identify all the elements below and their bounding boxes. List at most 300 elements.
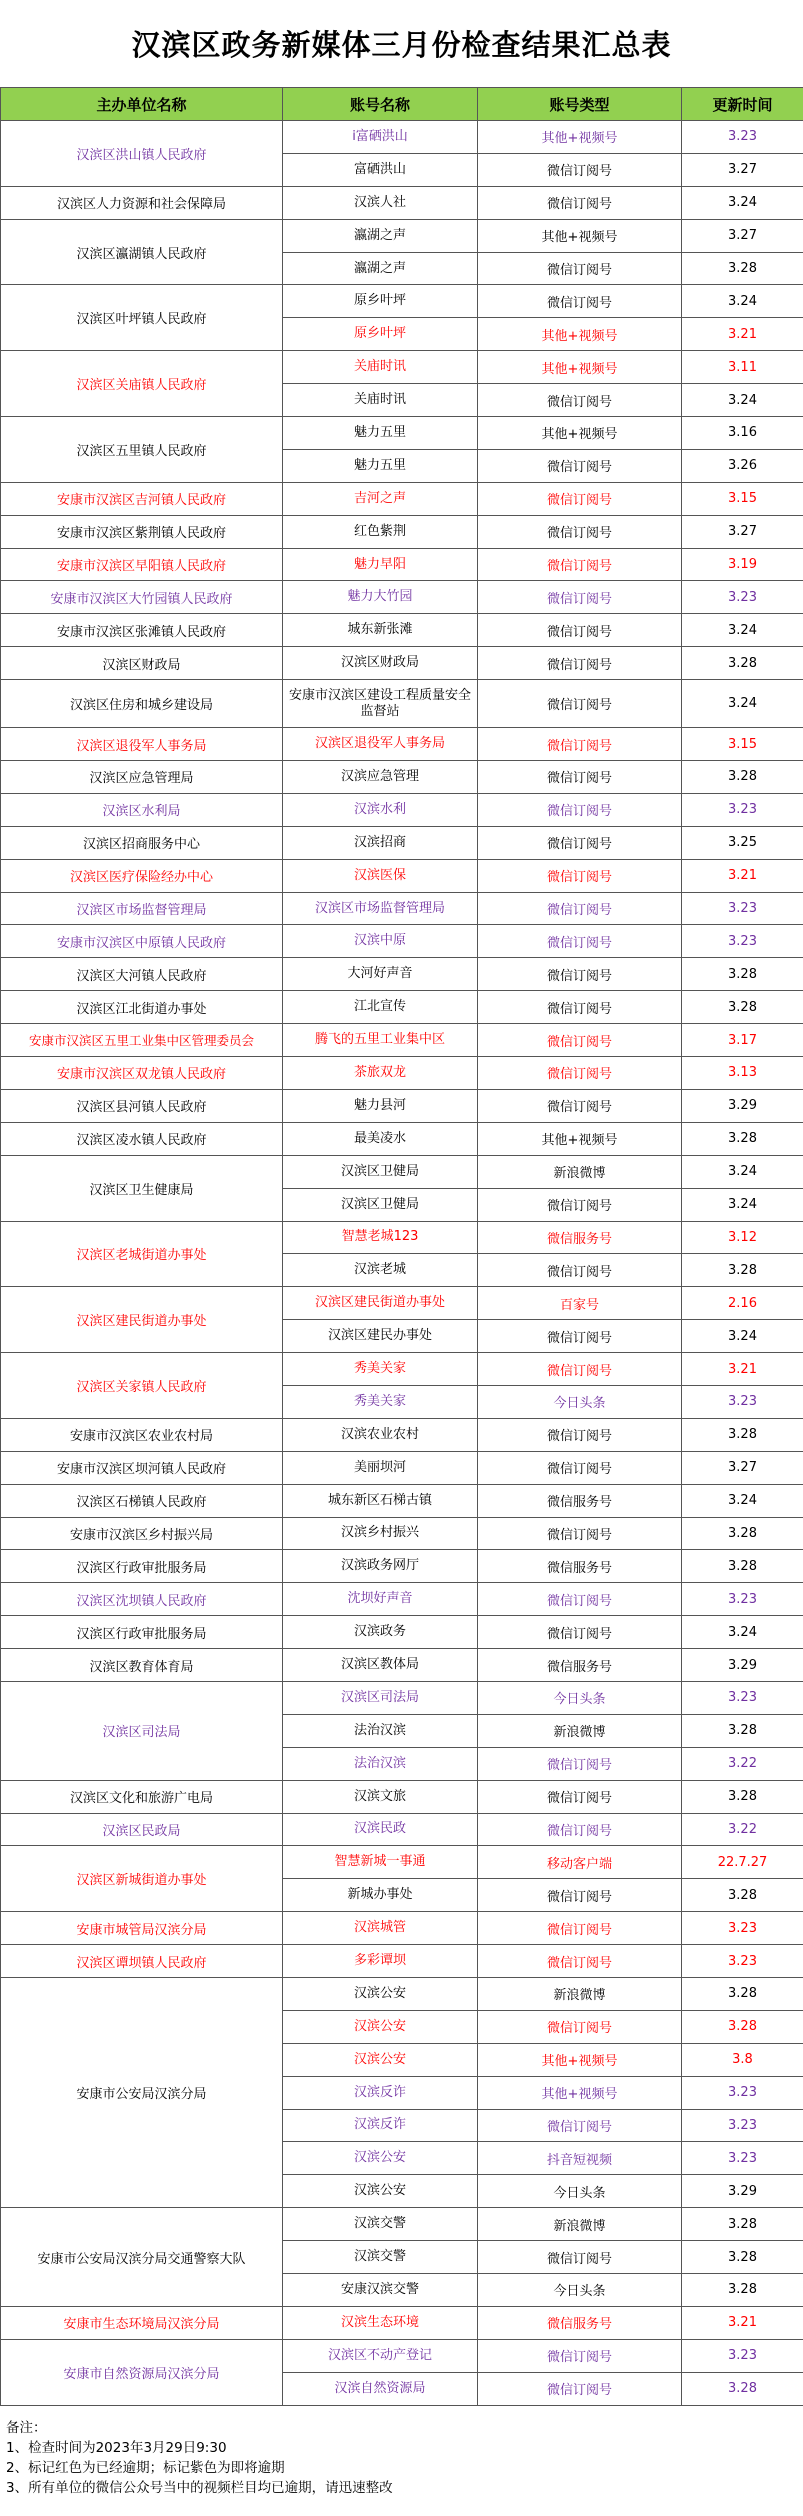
cell-account-name: 魅力五里 [283, 417, 478, 450]
cell-account-type: 微信订阅号 [478, 482, 682, 515]
cell-update-time: 3.17 [682, 1024, 803, 1057]
cell-update-time: 3.28 [682, 1879, 803, 1912]
cell-account-type: 微信订阅号 [478, 2109, 682, 2142]
cell-account-type: 微信订阅号 [478, 1583, 682, 1616]
cell-account-name: 汉滨区司法局 [283, 1681, 478, 1714]
cell-unit: 汉滨区洪山镇人民政府 [1, 121, 283, 187]
cell-update-time: 3.24 [682, 680, 803, 728]
cell-account-name: 汉滨水利 [283, 793, 478, 826]
cell-update-time: 3.28 [682, 2208, 803, 2241]
cell-update-time: 3.28 [682, 2241, 803, 2274]
cell-account-name: 腾飞的五里工业集中区 [283, 1024, 478, 1057]
cell-account-type: 百家号 [478, 1287, 682, 1320]
cell-account-type: 其他+视频号 [478, 219, 682, 252]
cell-account-type: 微信订阅号 [478, 2241, 682, 2274]
cell-unit: 汉滨区行政审批服务局 [1, 1616, 283, 1649]
cell-update-time: 3.23 [682, 1681, 803, 1714]
cell-update-time: 3.21 [682, 859, 803, 892]
cell-account-type: 其他+视频号 [478, 318, 682, 351]
cell-update-time: 3.23 [682, 1583, 803, 1616]
cell-account-name: 秀美关家 [283, 1353, 478, 1386]
table-row [1, 2306, 803, 2339]
cell-account-name: 汉滨中原 [283, 925, 478, 958]
cell-update-time: 3.16 [682, 417, 803, 450]
note-line: 2、标记红色为已经逾期；标记紫色为即将逾期 [6, 2460, 285, 2476]
cell-unit: 汉滨区招商服务中心 [1, 826, 283, 859]
cell-account-name: 汉滨人社 [283, 186, 478, 219]
cell-account-type: 微信订阅号 [478, 1517, 682, 1550]
table-row [1, 515, 803, 548]
cell-account-type: 微信订阅号 [478, 991, 682, 1024]
table-row [1, 680, 803, 728]
cell-account-name: 汉滨公安 [283, 2043, 478, 2076]
cell-unit: 安康市汉滨区中原镇人民政府 [1, 925, 283, 958]
cell-unit: 汉滨区司法局 [1, 1681, 283, 1780]
cell-account-name: 汉滨乡村振兴 [283, 1517, 478, 1550]
table-row [1, 1813, 803, 1846]
cell-unit: 汉滨区市场监督管理局 [1, 892, 283, 925]
cell-account-type: 微信订阅号 [478, 647, 682, 680]
cell-update-time: 3.24 [682, 1616, 803, 1649]
cell-account-name: 吉河之声 [283, 482, 478, 515]
cell-unit: 汉滨区民政局 [1, 1813, 283, 1846]
cell-unit: 安康市自然资源局汉滨分局 [1, 2339, 283, 2405]
table-row [1, 859, 803, 892]
cell-account-type: 微信订阅号 [478, 859, 682, 892]
cell-account-name: i富硒洪山 [283, 121, 478, 154]
cell-update-time: 3.24 [682, 1484, 803, 1517]
cell-account-name: 关庙时讯 [283, 384, 478, 417]
table-row [1, 1517, 803, 1550]
table-row [1, 1681, 803, 1714]
cell-account-name: 汉滨应急管理 [283, 761, 478, 794]
cell-unit: 汉滨区谭坝镇人民政府 [1, 1945, 283, 1978]
table-row [1, 1780, 803, 1813]
cell-account-name: 安康市汉滨区建设工程质量安全监督站 [283, 680, 478, 728]
cell-unit: 汉滨区凌水镇人民政府 [1, 1122, 283, 1155]
cell-account-type: 微信订阅号 [478, 1024, 682, 1057]
cell-update-time: 3.28 [682, 2372, 803, 2405]
cell-update-time: 3.21 [682, 2306, 803, 2339]
cell-update-time: 3.22 [682, 1747, 803, 1780]
cell-account-type: 微信订阅号 [478, 1879, 682, 1912]
cell-update-time: 3.28 [682, 958, 803, 991]
table-row [1, 1155, 803, 1188]
cell-account-type: 微信服务号 [478, 2306, 682, 2339]
cell-account-type: 微信订阅号 [478, 2372, 682, 2405]
cell-account-type: 微信订阅号 [478, 826, 682, 859]
table-body [1, 121, 803, 2406]
cell-account-type: 微信订阅号 [478, 1912, 682, 1945]
table-row [1, 761, 803, 794]
table-row [1, 1945, 803, 1978]
table-row [1, 417, 803, 450]
cell-account-name: 汉滨城管 [283, 1912, 478, 1945]
table-row [1, 1418, 803, 1451]
cell-update-time: 3.28 [682, 1418, 803, 1451]
cell-account-type: 微信订阅号 [478, 680, 682, 728]
cell-update-time: 3.28 [682, 2010, 803, 2043]
table-row [1, 958, 803, 991]
header-account-type: 账号类型 [478, 88, 682, 121]
cell-account-name: 汉滨区建民街道办事处 [283, 1287, 478, 1320]
cell-account-type: 新浪微博 [478, 1714, 682, 1747]
cell-account-name: 江北宣传 [283, 991, 478, 1024]
cell-update-time: 3.23 [682, 1385, 803, 1418]
cell-account-type: 移动客户端 [478, 1846, 682, 1879]
cell-account-type: 微信订阅号 [478, 793, 682, 826]
cell-account-name: 魅力大竹园 [283, 581, 478, 614]
cell-update-time: 3.21 [682, 318, 803, 351]
cell-account-type: 新浪微博 [478, 1977, 682, 2010]
table-row [1, 2208, 803, 2241]
cell-update-time: 3.8 [682, 2043, 803, 2076]
cell-unit: 汉滨区瀛湖镇人民政府 [1, 219, 283, 285]
cell-account-type: 微信订阅号 [478, 2010, 682, 2043]
cell-update-time: 3.27 [682, 153, 803, 186]
cell-unit: 汉滨区石梯镇人民政府 [1, 1484, 283, 1517]
cell-update-time: 3.24 [682, 186, 803, 219]
cell-account-name: 沈坝好声音 [283, 1583, 478, 1616]
cell-update-time: 2.16 [682, 1287, 803, 1320]
table-row [1, 1451, 803, 1484]
cell-update-time: 3.27 [682, 1451, 803, 1484]
cell-account-name: 法治汉滨 [283, 1714, 478, 1747]
table-row [1, 925, 803, 958]
cell-unit: 汉滨区关庙镇人民政府 [1, 351, 283, 417]
cell-account-name: 茶旅双龙 [283, 1057, 478, 1090]
table-row [1, 581, 803, 614]
cell-account-name: 原乡叶坪 [283, 285, 478, 318]
cell-update-time: 3.11 [682, 351, 803, 384]
cell-update-time: 22.7.27 [682, 1846, 803, 1879]
cell-account-name: 瀛湖之声 [283, 219, 478, 252]
header-row [1, 88, 803, 121]
cell-unit: 汉滨区五里镇人民政府 [1, 417, 283, 483]
cell-account-type: 新浪微博 [478, 1155, 682, 1188]
cell-unit: 汉滨区建民街道办事处 [1, 1287, 283, 1353]
cell-update-time: 3.28 [682, 1780, 803, 1813]
cell-update-time: 3.28 [682, 1254, 803, 1287]
cell-update-time: 3.28 [682, 991, 803, 1024]
cell-account-type: 微信订阅号 [478, 384, 682, 417]
cell-account-name: 法治汉滨 [283, 1747, 478, 1780]
cell-update-time: 3.23 [682, 793, 803, 826]
cell-update-time: 3.23 [682, 892, 803, 925]
cell-update-time: 3.23 [682, 1945, 803, 1978]
cell-account-name: 原乡叶坪 [283, 318, 478, 351]
cell-account-name: 汉滨文旅 [283, 1780, 478, 1813]
table-row [1, 1977, 803, 2010]
cell-account-type: 其他+视频号 [478, 417, 682, 450]
cell-update-time: 3.28 [682, 1122, 803, 1155]
cell-unit: 汉滨区卫生健康局 [1, 1155, 283, 1221]
cell-account-type: 微信订阅号 [478, 958, 682, 991]
cell-update-time: 3.28 [682, 1517, 803, 1550]
cell-account-type: 微信订阅号 [478, 1813, 682, 1846]
cell-unit: 汉滨区教育体育局 [1, 1649, 283, 1682]
cell-account-name: 汉滨区财政局 [283, 647, 478, 680]
cell-account-type: 微信订阅号 [478, 2339, 682, 2372]
cell-update-time: 3.24 [682, 285, 803, 318]
cell-unit: 汉滨区应急管理局 [1, 761, 283, 794]
cell-account-type: 其他+视频号 [478, 351, 682, 384]
cell-account-type: 微信订阅号 [478, 548, 682, 581]
cell-update-time: 3.23 [682, 2109, 803, 2142]
table-row [1, 892, 803, 925]
cell-account-type: 微信订阅号 [478, 1780, 682, 1813]
table-row [1, 728, 803, 761]
cell-unit: 汉滨区新城街道办事处 [1, 1846, 283, 1912]
cell-update-time: 3.24 [682, 1155, 803, 1188]
cell-account-type: 微信订阅号 [478, 614, 682, 647]
cell-account-type: 微信订阅号 [478, 449, 682, 482]
cell-unit: 安康市公安局汉滨分局 [1, 1977, 283, 2207]
table-row [1, 991, 803, 1024]
cell-unit: 汉滨区人力资源和社会保障局 [1, 186, 283, 219]
cell-account-name: 汉滨生态环境 [283, 2306, 478, 2339]
cell-account-name: 汉滨区市场监督管理局 [283, 892, 478, 925]
cell-update-time: 3.15 [682, 728, 803, 761]
cell-update-time: 3.12 [682, 1221, 803, 1254]
cell-account-name: 汉滨区卫健局 [283, 1188, 478, 1221]
table-row [1, 1550, 803, 1583]
cell-account-name: 智慧老城123 [283, 1221, 478, 1254]
header-unit: 主办单位名称 [1, 88, 283, 121]
table-row [1, 548, 803, 581]
cell-update-time: 3.27 [682, 515, 803, 548]
cell-unit: 安康市汉滨区紫荆镇人民政府 [1, 515, 283, 548]
note-line: 1、检查时间为2023年3月29日9:30 [6, 2440, 227, 2456]
cell-account-type: 今日头条 [478, 2274, 682, 2307]
table-row [1, 121, 803, 154]
cell-unit: 汉滨区财政局 [1, 647, 283, 680]
cell-unit: 汉滨区老城街道办事处 [1, 1221, 283, 1287]
cell-account-name: 汉滨交警 [283, 2241, 478, 2274]
table-row [1, 1024, 803, 1057]
cell-unit: 汉滨区医疗保险经办中心 [1, 859, 283, 892]
cell-account-type: 微信订阅号 [478, 1418, 682, 1451]
cell-account-name: 魅力五里 [283, 449, 478, 482]
cell-unit: 汉滨区文化和旅游广电局 [1, 1780, 283, 1813]
cell-update-time: 3.19 [682, 548, 803, 581]
cell-unit: 汉滨区关家镇人民政府 [1, 1353, 283, 1419]
cell-update-time: 3.28 [682, 1550, 803, 1583]
cell-update-time: 3.23 [682, 121, 803, 154]
cell-update-time: 3.28 [682, 252, 803, 285]
cell-account-type: 微信订阅号 [478, 153, 682, 186]
cell-unit: 安康市汉滨区吉河镇人民政府 [1, 482, 283, 515]
cell-account-name: 红色紫荆 [283, 515, 478, 548]
cell-account-type: 微信订阅号 [478, 581, 682, 614]
cell-account-name: 汉滨政务 [283, 1616, 478, 1649]
cell-update-time: 3.28 [682, 1977, 803, 2010]
cell-account-type: 微信订阅号 [478, 1945, 682, 1978]
cell-update-time: 3.24 [682, 1188, 803, 1221]
table-row [1, 186, 803, 219]
cell-account-name: 汉滨农业农村 [283, 1418, 478, 1451]
cell-account-type: 今日头条 [478, 2175, 682, 2208]
cell-account-type: 微信订阅号 [478, 1188, 682, 1221]
cell-account-name: 美丽坝河 [283, 1451, 478, 1484]
cell-update-time: 3.23 [682, 581, 803, 614]
table-row [1, 1912, 803, 1945]
table-row [1, 1221, 803, 1254]
cell-account-type: 微信服务号 [478, 1550, 682, 1583]
table-row [1, 1484, 803, 1517]
cell-account-name: 汉滨区教体局 [283, 1649, 478, 1682]
results-table [0, 87, 803, 2406]
cell-update-time: 3.26 [682, 449, 803, 482]
cell-account-name: 安康汉滨交警 [283, 2274, 478, 2307]
cell-update-time: 3.23 [682, 1912, 803, 1945]
cell-update-time: 3.13 [682, 1057, 803, 1090]
cell-update-time: 3.23 [682, 2076, 803, 2109]
cell-account-name: 汉滨反诈 [283, 2076, 478, 2109]
notes [0, 2418, 803, 2498]
cell-account-type: 微信订阅号 [478, 728, 682, 761]
cell-account-type: 其他+视频号 [478, 121, 682, 154]
cell-update-time: 3.27 [682, 219, 803, 252]
page-title: 汉滨区政务新媒体三月份检查结果汇总表 [131, 28, 672, 62]
cell-update-time: 3.22 [682, 1813, 803, 1846]
cell-account-name: 汉滨招商 [283, 826, 478, 859]
cell-update-time: 3.23 [682, 2339, 803, 2372]
notes-heading: 备注： [6, 2420, 47, 2436]
cell-account-name: 汉滨医保 [283, 859, 478, 892]
cell-account-name: 瀛湖之声 [283, 252, 478, 285]
cell-update-time: 3.24 [682, 1320, 803, 1353]
cell-account-name: 汉滨区卫健局 [283, 1155, 478, 1188]
cell-account-name: 富硒洪山 [283, 153, 478, 186]
cell-account-name: 汉滨公安 [283, 1977, 478, 2010]
cell-account-name: 汉滨老城 [283, 1254, 478, 1287]
cell-account-type: 新浪微博 [478, 2208, 682, 2241]
table-row [1, 285, 803, 318]
cell-account-name: 汉滨政务网厅 [283, 1550, 478, 1583]
cell-account-name: 最美凌水 [283, 1122, 478, 1155]
cell-account-type: 微信订阅号 [478, 1089, 682, 1122]
cell-account-type: 今日头条 [478, 1681, 682, 1714]
cell-unit: 汉滨区江北街道办事处 [1, 991, 283, 1024]
table-row [1, 219, 803, 252]
table-row [1, 482, 803, 515]
cell-account-name: 关庙时讯 [283, 351, 478, 384]
table-row [1, 2339, 803, 2372]
cell-account-type: 微信订阅号 [478, 515, 682, 548]
cell-unit: 汉滨区沈坝镇人民政府 [1, 1583, 283, 1616]
header-account-name: 账号名称 [283, 88, 478, 121]
cell-update-time: 3.28 [682, 647, 803, 680]
cell-account-name: 汉滨交警 [283, 2208, 478, 2241]
cell-unit: 安康市汉滨区农业农村局 [1, 1418, 283, 1451]
cell-account-name: 汉滨公安 [283, 2175, 478, 2208]
cell-account-type: 其他+视频号 [478, 2076, 682, 2109]
table-row [1, 1616, 803, 1649]
cell-unit: 安康市汉滨区五里工业集中区管理委员会 [1, 1024, 283, 1057]
cell-unit: 汉滨区叶坪镇人民政府 [1, 285, 283, 351]
cell-account-name: 城东新张滩 [283, 614, 478, 647]
cell-account-type: 其他+视频号 [478, 1122, 682, 1155]
cell-update-time: 3.29 [682, 1649, 803, 1682]
cell-account-type: 微信订阅号 [478, 892, 682, 925]
table-row [1, 647, 803, 680]
cell-unit: 汉滨区大河镇人民政府 [1, 958, 283, 991]
cell-account-type: 微信订阅号 [478, 1747, 682, 1780]
table-row [1, 793, 803, 826]
cell-account-type: 微信订阅号 [478, 1320, 682, 1353]
cell-account-type: 今日头条 [478, 1385, 682, 1418]
cell-update-time: 3.28 [682, 761, 803, 794]
cell-account-name: 汉滨民政 [283, 1813, 478, 1846]
cell-account-type: 微信订阅号 [478, 925, 682, 958]
cell-account-name: 汉滨区退役军人事务局 [283, 728, 478, 761]
cell-account-name: 城东新区石梯古镇 [283, 1484, 478, 1517]
cell-account-type: 微信订阅号 [478, 1254, 682, 1287]
cell-account-type: 微信订阅号 [478, 761, 682, 794]
cell-unit: 汉滨区行政审批服务局 [1, 1550, 283, 1583]
cell-update-time: 3.25 [682, 826, 803, 859]
cell-account-type: 微信订阅号 [478, 252, 682, 285]
cell-account-type: 微信订阅号 [478, 186, 682, 219]
cell-update-time: 3.29 [682, 1089, 803, 1122]
cell-unit: 安康市公安局汉滨分局交通警察大队 [1, 2208, 283, 2307]
cell-unit: 安康市汉滨区坝河镇人民政府 [1, 1451, 283, 1484]
cell-unit: 汉滨区退役军人事务局 [1, 728, 283, 761]
cell-unit: 安康市汉滨区乡村振兴局 [1, 1517, 283, 1550]
cell-unit: 安康市城管局汉滨分局 [1, 1912, 283, 1945]
cell-unit: 汉滨区县河镇人民政府 [1, 1089, 283, 1122]
cell-account-name: 新城办事处 [283, 1879, 478, 1912]
cell-account-type: 其他+视频号 [478, 2043, 682, 2076]
cell-unit: 安康市汉滨区双龙镇人民政府 [1, 1057, 283, 1090]
table-row [1, 1122, 803, 1155]
table-row [1, 826, 803, 859]
table-row [1, 351, 803, 384]
cell-account-name: 汉滨反诈 [283, 2109, 478, 2142]
cell-account-name: 魅力早阳 [283, 548, 478, 581]
header-update-time: 更新时间 [682, 88, 803, 121]
cell-update-time: 3.23 [682, 925, 803, 958]
cell-account-type: 微信服务号 [478, 1221, 682, 1254]
cell-account-type: 微信订阅号 [478, 1353, 682, 1386]
cell-account-name: 大河好声音 [283, 958, 478, 991]
cell-account-name: 汉滨公安 [283, 2010, 478, 2043]
cell-account-name: 汉滨区不动产登记 [283, 2339, 478, 2372]
cell-account-name: 多彩谭坝 [283, 1945, 478, 1978]
cell-account-type: 抖音短视频 [478, 2142, 682, 2175]
cell-unit: 安康市汉滨区张滩镇人民政府 [1, 614, 283, 647]
table-row [1, 1649, 803, 1682]
cell-account-name: 汉滨区建民办事处 [283, 1320, 478, 1353]
cell-account-type: 微信服务号 [478, 1649, 682, 1682]
cell-update-time: 3.28 [682, 1714, 803, 1747]
cell-update-time: 3.28 [682, 2274, 803, 2307]
table-row [1, 1353, 803, 1386]
cell-account-type: 微信服务号 [478, 1484, 682, 1517]
note-line: 3、所有单位的微信公众号当中的视频栏目均已逾期，请迅速整改 [6, 2480, 393, 2496]
table-row [1, 1057, 803, 1090]
table-row [1, 1846, 803, 1879]
table-row [1, 1583, 803, 1616]
cell-unit: 安康市生态环境局汉滨分局 [1, 2306, 283, 2339]
table-row [1, 1287, 803, 1320]
cell-account-name: 秀美关家 [283, 1385, 478, 1418]
cell-update-time: 3.23 [682, 2142, 803, 2175]
table-row [1, 614, 803, 647]
cell-account-name: 魅力县河 [283, 1089, 478, 1122]
cell-update-time: 3.29 [682, 2175, 803, 2208]
